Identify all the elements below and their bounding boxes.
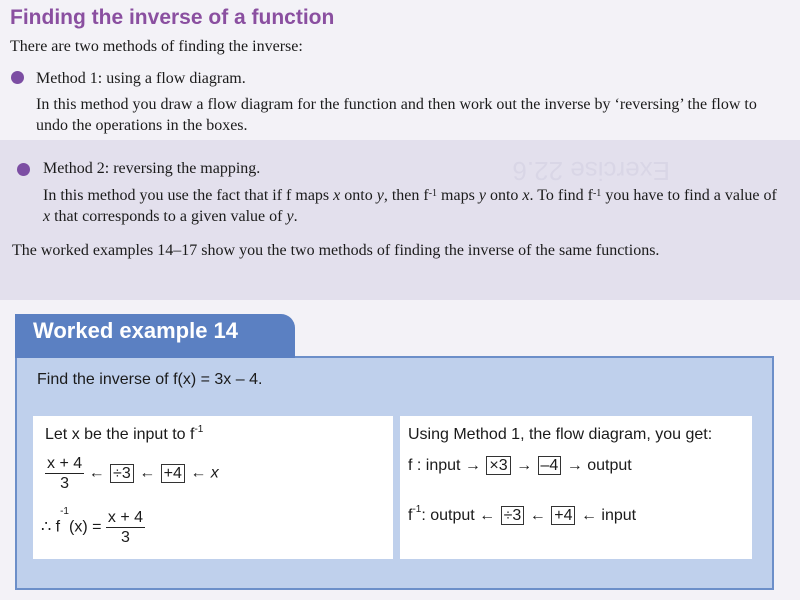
solution-panel-left bbox=[33, 416, 393, 559]
forward-flow-diagram: f : input → ×3 → –4 → output bbox=[408, 457, 632, 474]
inverse-flow-diagram-right: $f^{-1}$: output ← ÷3 ← +4 ← input bbox=[408, 504, 637, 524]
fraction: $\frac{x + 4}{3}$ bbox=[47, 455, 83, 492]
minus-4-box: –4 bbox=[538, 456, 562, 475]
method2-body: In this method you use the fact that if f maps x onto y, then $f^{-1}$ maps y onto x. To find $f^{-1}$ you have to find a value of x that corresponds to a given value of y. bbox=[43, 187, 777, 225]
intro-text: There are two methods of finding the inverse: bbox=[10, 38, 303, 55]
worked-examples-note: The worked examples 14–17 show you the two methods of finding the inverse of the same functions. bbox=[12, 242, 660, 259]
divide-3-box: ÷3 bbox=[501, 506, 525, 525]
inverse-result: ∴ $f^{-1}(x)$ = $\frac{x + 4}{3}$ bbox=[41, 506, 144, 546]
section-heading: Finding the inverse of a function bbox=[10, 6, 335, 29]
divide-3-box: ÷3 bbox=[110, 464, 134, 483]
solution-panel-right bbox=[400, 416, 752, 559]
method2-heading: Method 2: reversing the mapping. bbox=[43, 160, 261, 177]
times-3-box: ×3 bbox=[486, 456, 510, 475]
plus-4-box: +4 bbox=[551, 506, 575, 525]
inverse-flow-diagram: $\frac{x + 4}{3}$ ← ÷3 ← +4 ← x bbox=[47, 455, 219, 492]
left-intro-line: Let x be the input to $f^{-1}$ bbox=[45, 424, 204, 443]
right-intro-line: Using Method 1, the flow diagram, you get: bbox=[408, 426, 713, 443]
example-question: Find the inverse of f(x) = 3x – 4. bbox=[37, 371, 263, 388]
method1-body: In this method you draw a flow diagram for the function and then work out the inverse by ‘reversing’ the flow to undo the operations in the boxes. bbox=[36, 96, 757, 134]
method1-heading: Method 1: using a flow diagram. bbox=[36, 70, 246, 87]
plus-4-box: +4 bbox=[161, 464, 185, 483]
bullet-icon bbox=[11, 71, 24, 84]
bullet-icon bbox=[17, 163, 30, 176]
result-fraction: $\frac{x + 4}{3}$ bbox=[107, 509, 144, 546]
worked-example-title: Worked example 14 bbox=[33, 318, 239, 343]
